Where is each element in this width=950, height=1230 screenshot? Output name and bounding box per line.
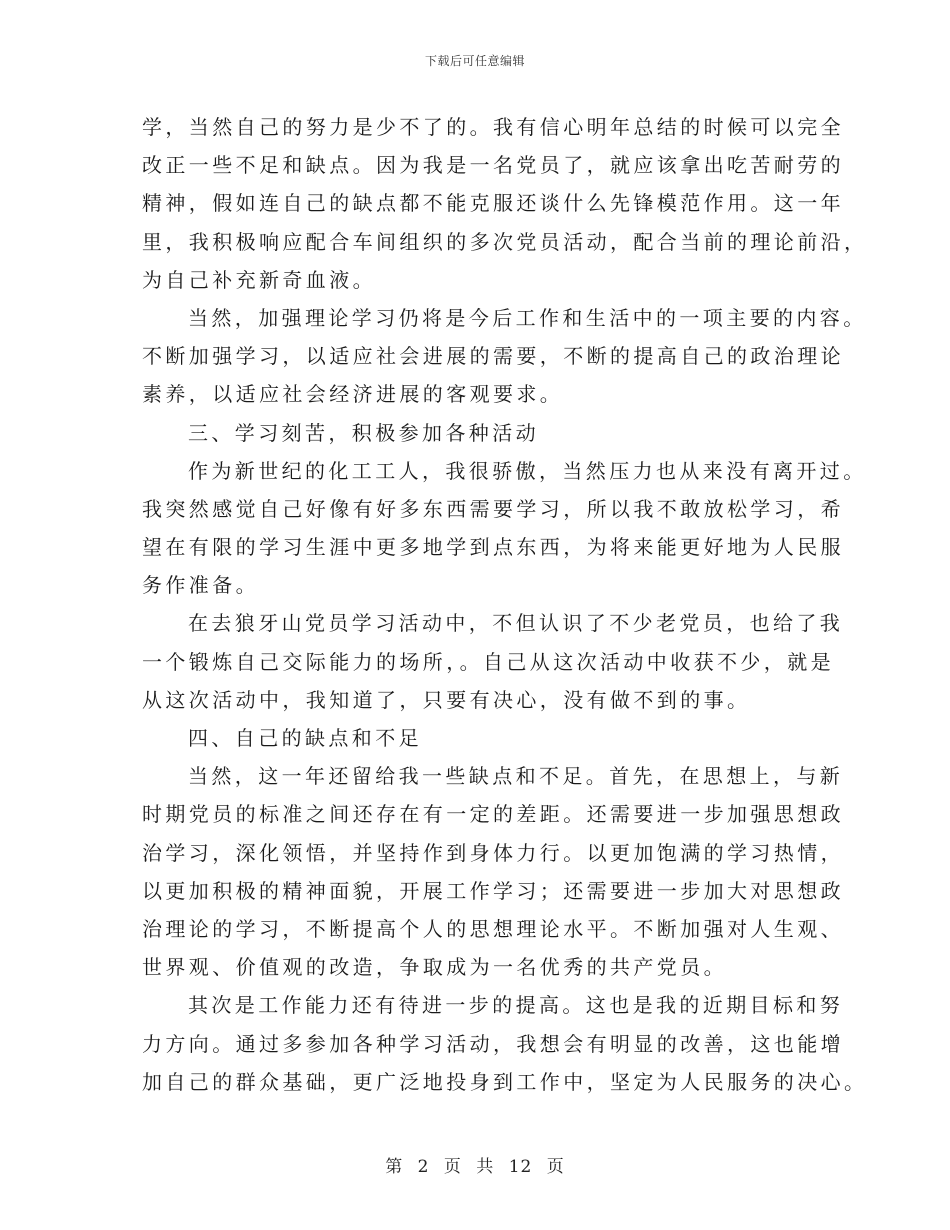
text-line: 世界观、价值观的改造，争取成为一名优秀的共产党员。 xyxy=(142,955,727,980)
text-line: 我突然感觉自己好像有好多东西需要学习，所以我不敢放松学习，希 xyxy=(142,496,844,521)
header-note: 下载后可任意编辑 xyxy=(424,54,525,68)
text-line: 加自己的群众基础，更广泛地投身到工作中，坚定为人民服务的决心。 xyxy=(142,1069,868,1094)
current-page-number: 2 xyxy=(417,1157,430,1177)
text-line: 治理论的学习，不断提高个人的思想理论水平。不断加强对人生观、 xyxy=(142,916,844,941)
text-line: 力方向。通过多参加各种学习活动，我想会有明显的改善，这也能增 xyxy=(142,1031,844,1056)
text-line: 务作准备。 xyxy=(142,573,259,598)
footer-di: 第 xyxy=(385,1157,404,1177)
total-page-count: 12 xyxy=(508,1157,533,1177)
page-number-footer xyxy=(0,1152,950,1177)
section-heading-4: 四、自己的缺点和不足 xyxy=(188,726,422,750)
section-heading-3: 三、学习刻苦，积极参加各种活动 xyxy=(188,420,539,445)
paragraph-start: 当然，加强理论学习仍将是今后工作和生活中的一项主要的内容。 xyxy=(188,305,867,330)
text-line: 为自己补充新奇血液。 xyxy=(142,267,376,292)
paragraph-start: 在去狼牙山党员学习活动中，不但认识了不少老党员，也给了我 xyxy=(188,611,844,636)
text-line: 改正一些不足和缺点。因为我是一名党员了，就应该拿出吃苦耐劳的 xyxy=(142,153,844,178)
text-line: 素养，以适应社会经济进展的客观要求。 xyxy=(142,382,564,407)
text-line: 时期党员的标准之间还存在有一定的差距。还需要进一步加强思想政 xyxy=(142,802,844,827)
footer-ye: 页 xyxy=(443,1157,462,1177)
text-line: 学，当然自己的努力是少不了的。我有信心明年总结的时候可以完全 xyxy=(142,115,844,139)
footer-ye-end: 页 xyxy=(546,1157,565,1177)
footer-gong: 共 xyxy=(476,1157,495,1177)
text-line: 治学习，深化领悟，并坚持作到身体力行。以更加饱满的学习热情， xyxy=(142,840,844,865)
paragraph-start: 其次是工作能力还有待进一步的提高。这也是我的近期目标和努 xyxy=(188,993,844,1018)
paragraph-start: 当然，这一年还留给我一些缺点和不足。首先，在思想上，与新 xyxy=(188,764,844,789)
text-line: 以更加积极的精神面貌，开展工作学习；还需要进一步加大对思想政 xyxy=(142,878,844,903)
text-line: 从这次活动中，我知道了，只要有决心，没有做不到的事。 xyxy=(142,687,751,712)
text-line: 精神，假如连自己的缺点都不能克服还谈什么先锋模范作用。这一年 xyxy=(142,191,844,216)
document-body xyxy=(142,108,868,1101)
text-line: 望在有限的学习生涯中更多地学到点东西，为将来能更好地为人民服 xyxy=(142,535,844,560)
paragraph-start: 作为新世纪的化工工人，我很骄傲，当然压力也从来没有离开过。 xyxy=(188,458,867,483)
text-line: 不断加强学习，以适应社会进展的需要，不断的提高自己的政治理论 xyxy=(142,344,844,369)
text-line: 里，我积极响应配合车间组织的多次党员活动，配合当前的理论前沿， xyxy=(142,229,868,254)
text-line: 一个锻炼自己交际能力的场所，。自己从这次活动中收获不少，就是 xyxy=(142,649,834,674)
